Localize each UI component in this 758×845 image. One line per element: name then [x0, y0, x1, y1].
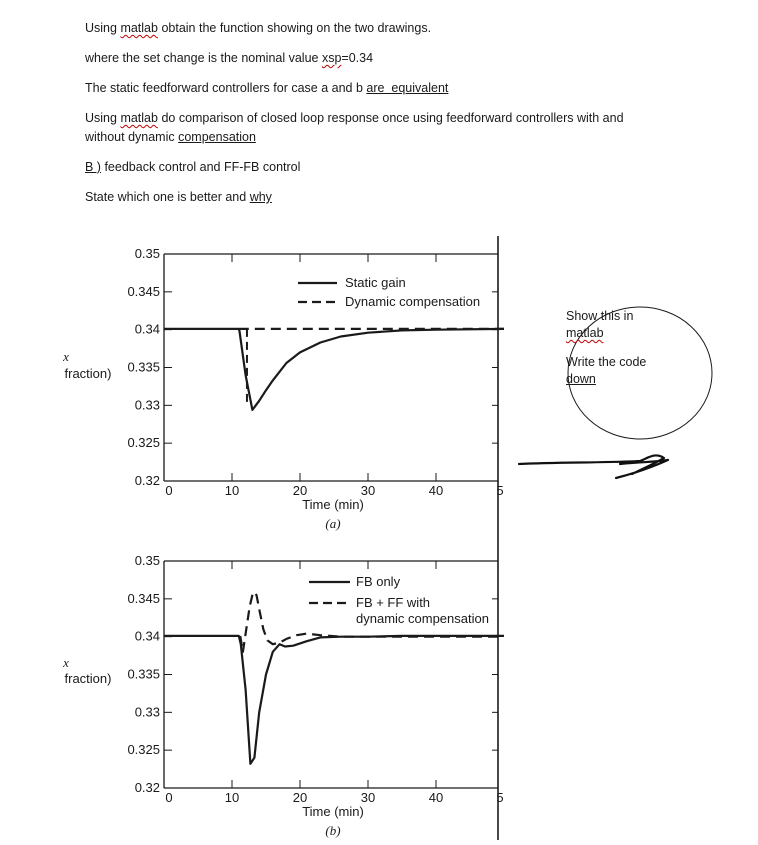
- instruction-text: =0.34: [341, 51, 374, 65]
- callout-line-2: [566, 325, 706, 342]
- legend-label: dynamic compensation: [356, 611, 489, 626]
- y-tick-label: 0.335: [127, 666, 160, 682]
- y-axis-label-unit: fraction): [64, 671, 112, 686]
- series-line-solid: [164, 636, 504, 764]
- legend-label: FB + FF with: [356, 595, 431, 610]
- callout-line-4: [566, 371, 706, 388]
- y-tick-label: 0.335: [127, 359, 160, 375]
- instruction-text: without dynamic: [85, 130, 179, 144]
- underlined-text: down: [566, 371, 596, 386]
- y-tick-label: 0.32: [134, 780, 160, 795]
- instruction-text: Using: [85, 111, 121, 125]
- x-tick-label: 10: [224, 483, 240, 498]
- legend-label: FB only: [356, 574, 401, 589]
- y-axis-label-unit: fraction): [64, 366, 112, 381]
- underlined-text: compensation: [178, 130, 256, 144]
- x-tick-label: 30: [360, 483, 376, 498]
- instruction-text: feedback control and FF-FB control: [100, 160, 301, 174]
- y-tick-label: 0.35: [134, 246, 160, 261]
- callout-text: Show this in: [566, 309, 634, 323]
- chart-caption: (a): [325, 516, 341, 531]
- legend-label: Dynamic compensation: [345, 294, 481, 309]
- y-tick-label: 0.345: [127, 590, 160, 606]
- x-axis-label: Time (min): [302, 804, 364, 819]
- callout-note: [566, 308, 706, 400]
- chart-b: [62, 553, 504, 838]
- x-tick-label: 0: [165, 483, 173, 498]
- instruction-text: do comparison of closed loop response once using feedforward controllers with and: [157, 111, 624, 125]
- callout-text: Write the code: [566, 354, 647, 369]
- y-tick-label: 0.325: [127, 435, 160, 451]
- chart-caption: (b): [325, 823, 341, 838]
- instruction-text: The static feedforward controllers for case a and b: [85, 81, 367, 95]
- x-tick-label: 0: [165, 790, 173, 805]
- y-tick-label: 0.35: [134, 553, 160, 568]
- misspelled-word: matlab: [120, 21, 158, 35]
- series-line-solid: [164, 329, 504, 410]
- underlined-text: why: [249, 190, 272, 204]
- callout-line-3: [566, 354, 706, 371]
- underlined-text: B ): [85, 160, 101, 174]
- misspelled-word: xsp: [321, 51, 342, 65]
- x-axis-label: Time (min): [302, 497, 364, 512]
- x-tick-label: 20: [292, 790, 308, 805]
- y-tick-label: 0.34: [134, 321, 160, 337]
- underlined-text: are equivalent: [366, 81, 449, 95]
- x-tick-label: 30: [360, 790, 376, 805]
- y-tick-label: 0.32: [134, 473, 160, 488]
- y-tick-label: 0.33: [134, 704, 160, 720]
- y-axis-label: x: [63, 655, 69, 670]
- callout-line-1: [566, 308, 706, 325]
- instruction-text: State which one is better and: [85, 190, 250, 204]
- x-tick-label: 40: [428, 790, 444, 805]
- instruction-text: obtain the function showing on the two drawings.: [157, 21, 432, 35]
- y-tick-label: 0.33: [134, 397, 160, 413]
- x-tick-label: 40: [428, 483, 444, 498]
- x-tick-label: 20: [292, 483, 308, 498]
- x-tick-label: 5: [496, 483, 504, 498]
- instruction-text: where the set change is the nominal value: [85, 51, 322, 65]
- instruction-text: Using: [85, 21, 121, 35]
- y-tick-label: 0.325: [127, 742, 160, 758]
- y-tick-label: 0.34: [134, 628, 160, 644]
- y-axis-label: x: [63, 349, 69, 364]
- y-tick-label: 0.345: [127, 283, 160, 299]
- x-tick-label: 5: [496, 790, 504, 805]
- legend-label: Static gain: [345, 275, 406, 290]
- hand-drawn-arrow: [519, 455, 668, 478]
- chart-a: [62, 246, 504, 531]
- x-tick-label: 10: [224, 790, 240, 805]
- misspelled-word: matlab: [566, 325, 604, 340]
- misspelled-word: matlab: [120, 111, 158, 125]
